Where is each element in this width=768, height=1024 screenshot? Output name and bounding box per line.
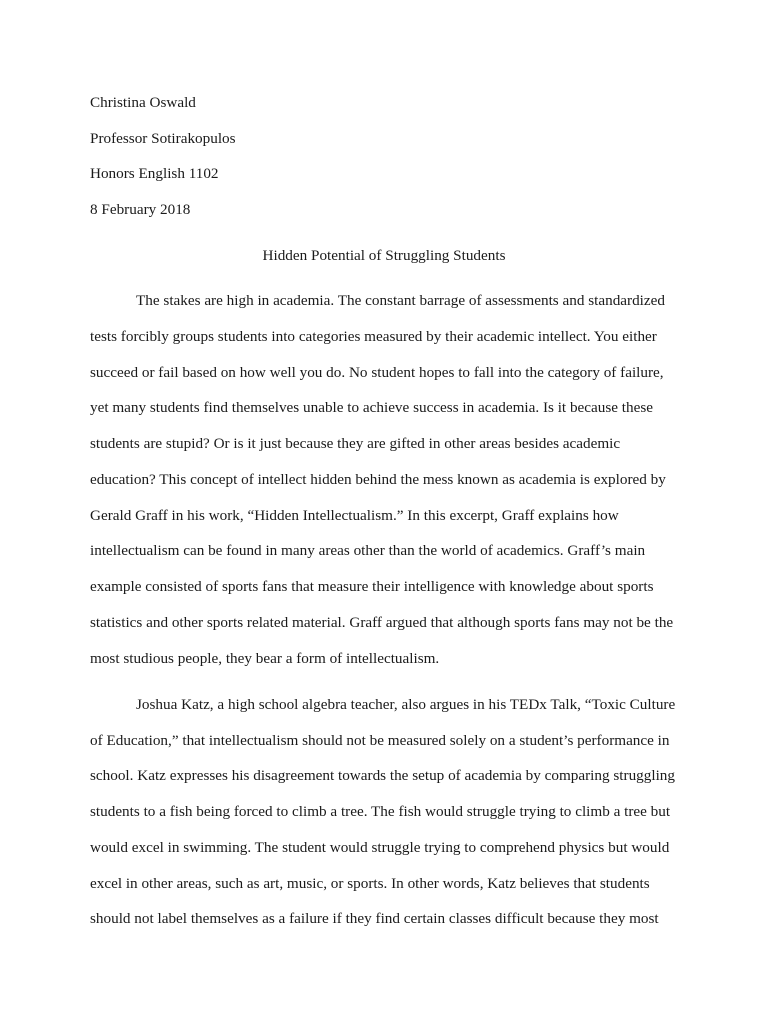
- essay-title: Hidden Potential of Struggling Students: [262, 247, 506, 264]
- author-name: Christina Oswald: [90, 94, 196, 111]
- paragraph-1-line: example consisted of sports fans that measure their intelligence with knowledge about sports: [90, 578, 654, 595]
- paragraph-1-line: tests forcibly groups students into categories measured by their academic intellect. You either: [90, 328, 657, 345]
- paragraph-1-line: most studious people, they bear a form of intellectualism.: [90, 650, 440, 667]
- paragraph-1-line: yet many students find themselves unable to achieve success in academia. Is it because these: [90, 399, 654, 416]
- paragraph-2-line: Joshua Katz, a high school algebra teacher, also argues in his TEDx Talk, “Toxic Culture: [136, 696, 676, 713]
- paragraph-1-line: statistics and other sports related material. Graff argued that although sports fans may not be the: [90, 614, 674, 631]
- paragraph-1-line: The stakes are high in academia. The constant barrage of assessments and standardized: [136, 292, 665, 309]
- paragraph-2-line: excel in other areas, such as art, music, or sports. In other words, Katz believes that students: [90, 875, 650, 892]
- paragraph-1-line: succeed or fail based on how well you do. No student hopes to fall into the category of failure,: [90, 364, 664, 381]
- course-name: Honors English 1102: [90, 165, 219, 182]
- paragraph-2-line: of Education,” that intellectualism should not be measured solely on a student’s performance in: [90, 732, 670, 749]
- paragraph-2-line: school. Katz expresses his disagreement towards the setup of academia by comparing struggling: [90, 767, 675, 784]
- paragraph-2-line: students to a fish being forced to climb a tree. The fish would struggle trying to climb a tree but: [90, 803, 671, 820]
- paragraph-1-line: intellectualism can be found in many areas other than the world of academics. Graff’s main: [90, 542, 646, 559]
- essay-date: 8 February 2018: [90, 201, 191, 218]
- instructor-name: Professor Sotirakopulos: [90, 130, 236, 147]
- paragraph-2-line: should not label themselves as a failure if they find certain classes difficult because they most: [90, 910, 659, 927]
- paragraph-1-line: education? This concept of intellect hidden behind the mess known as academia is explored by: [90, 471, 666, 488]
- paragraph-1-line: students are stupid? Or is it just because they are gifted in other areas besides academic: [90, 435, 621, 452]
- paragraph-2-line: would excel in swimming. The student would struggle trying to comprehend physics but would: [90, 839, 670, 856]
- paragraph-1-line: Gerald Graff in his work, “Hidden Intellectualism.” In this excerpt, Graff explains how: [90, 507, 619, 524]
